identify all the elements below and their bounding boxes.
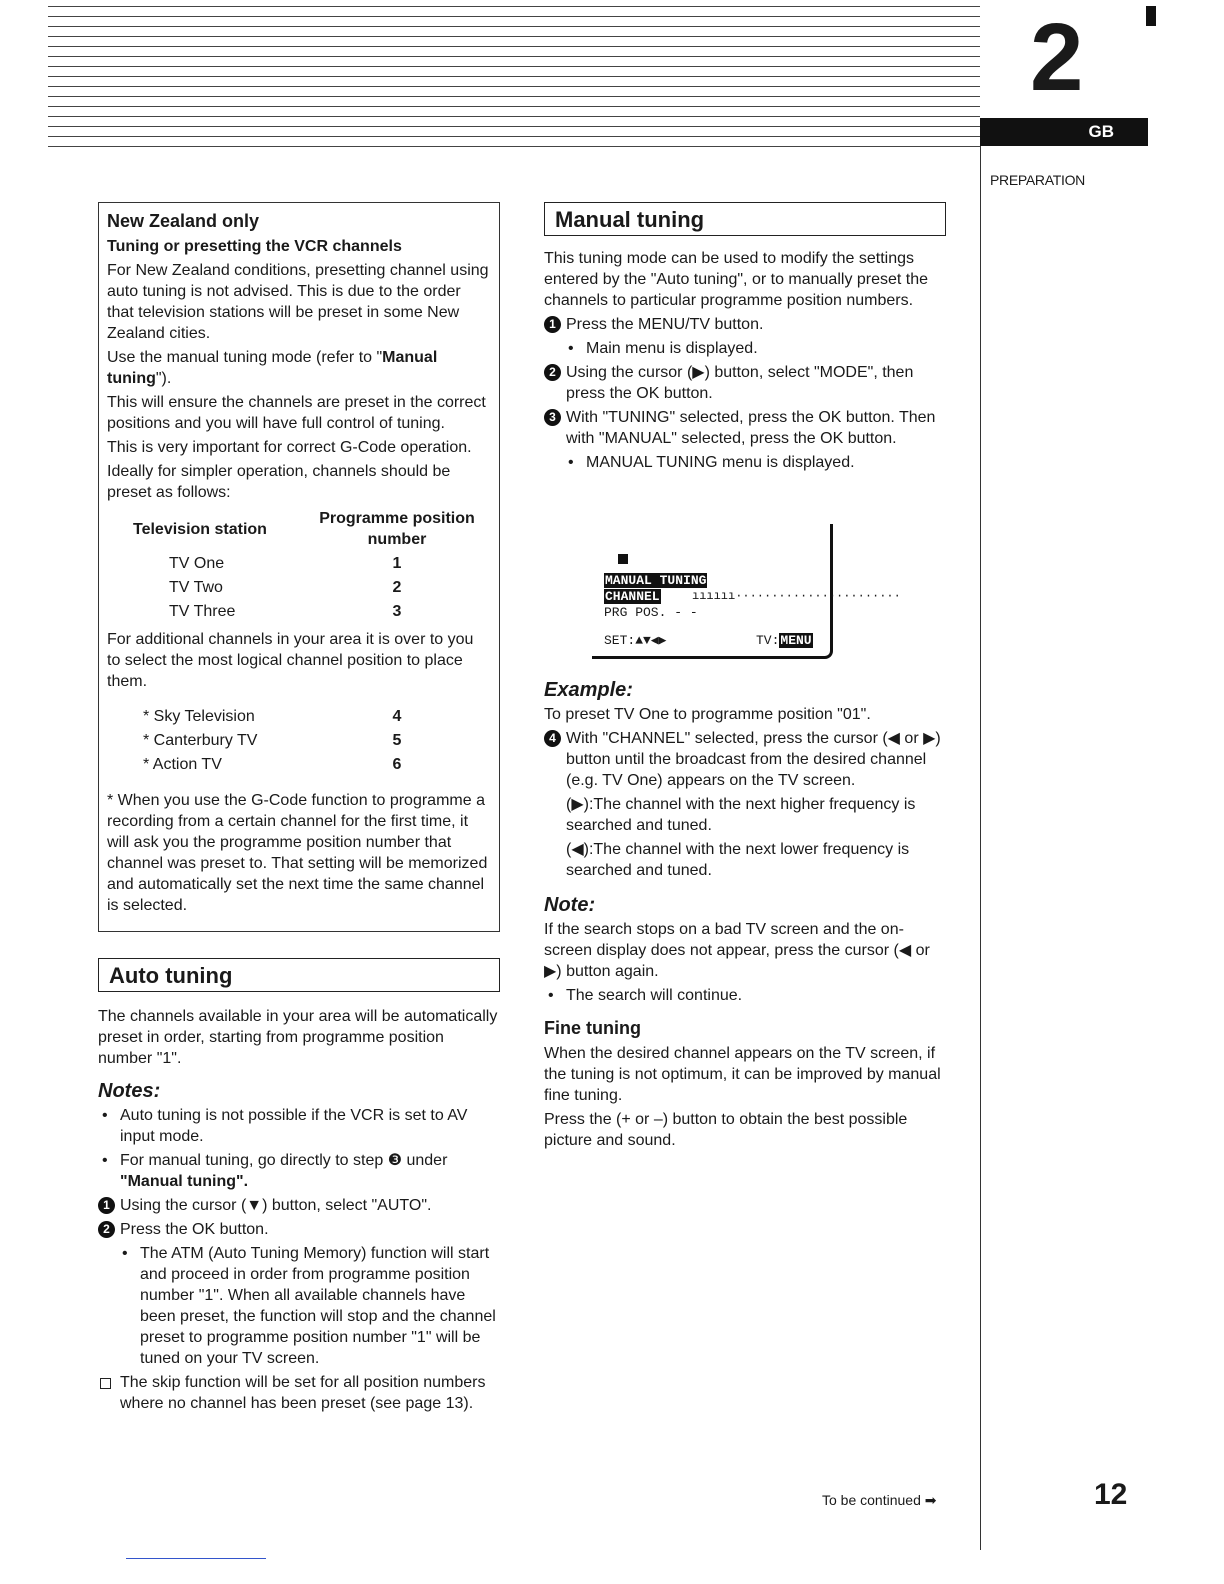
step-number-icon: 1 [98, 1197, 115, 1214]
station-name: TV One [169, 554, 225, 572]
table-header: Programme position number [319, 510, 475, 548]
note-heading: Note: [544, 894, 596, 916]
continued-label: To be continued ➡ [822, 1492, 937, 1508]
osd-set: SET:▲▼◀▶ [604, 633, 667, 648]
note-item: • Auto tuning is not possible if the VCR is set to AV input mode. [98, 1105, 500, 1147]
example-heading: Example: [544, 679, 633, 701]
fine-tuning-text: Press the (+ or –) button to obtain the best possible picture and sound. [544, 1111, 908, 1149]
example-text: To preset TV One to programme position "01". [544, 706, 871, 723]
station-position: 5 [392, 731, 402, 749]
vertical-divider [980, 146, 981, 1550]
language-label: GB [1088, 122, 1114, 141]
page-number: 12 [1094, 1478, 1128, 1511]
osd-prg: PRG POS. - - [604, 605, 698, 620]
step-number-icon: 4 [544, 730, 561, 747]
step-2: 2 Using the cursor (▶) button, select "MODE", then press the OK button. [544, 362, 946, 404]
corner-mark [1146, 6, 1156, 26]
station-position: 2 [392, 578, 402, 596]
manual-tuning-title: Manual tuning [544, 202, 946, 236]
note-item: • For manual tuning, go directly to step ❸ under "Manual tuning". [98, 1150, 500, 1192]
station-name: TV Two [169, 578, 223, 596]
station-position: 3 [392, 602, 402, 620]
note-text: If the search stops on a bad TV screen and the on-screen display does not appear, press the cursor (◀ or ▶) button again. [544, 921, 930, 980]
header-stripes [48, 2, 980, 152]
step-number-icon: 2 [544, 364, 561, 381]
notes-heading: Notes: [98, 1080, 161, 1102]
nz-paragraph: Use the manual tuning mode (refer to "Manual tuning"). [107, 349, 438, 387]
step-4-right: (▶):The channel with the next higher frequency is searched and tuned. [566, 796, 916, 834]
footer-line [126, 1558, 266, 1559]
manual-example-section [544, 680, 946, 1154]
section-label: PREPARATION [990, 172, 1085, 188]
nz-paragraph: For New Zealand conditions, presetting channel using auto tuning is not advised. This is due to the order that television stations will be preset in some New Zealand cities. [107, 262, 489, 342]
manual-tuning-section [544, 202, 946, 476]
fine-tuning-text: When the desired channel appears on the TV screen, if the tuning is not optimum, it can be improved by manual fine tuning. [544, 1045, 941, 1104]
station-position: 1 [392, 554, 402, 572]
station-name: * Canterbury TV [143, 731, 258, 749]
osd-bar: ıııııı······················· [692, 589, 901, 603]
step-1: 1 Using the cursor (▼) button, select "AUTO". [98, 1195, 500, 1216]
auto-tuning-section [98, 958, 500, 1417]
nz-title: New Zealand only [107, 211, 260, 231]
nz-paragraph: Ideally for simpler operation, channels should be preset as follows: [107, 463, 451, 501]
station-position: 6 [392, 755, 402, 773]
nz-paragraph: This is very important for correct G-Code operation. [107, 439, 472, 456]
table-header: Television station [133, 520, 267, 538]
station-name: TV Three [169, 602, 236, 620]
nz-footnote: * When you use the G-Code function to programme a recording from a certain channel for the first time, it will ask you the programme position number that channel was preset to. That setting will be memorized and automatically set the next time the same channel is selected. [107, 792, 488, 914]
manual-intro: This tuning mode can be used to modify the settings entered by the "Auto tuning", or to manually preset the channels to particular programme position numbers. [544, 250, 929, 309]
chapter-number: 2 [1030, 4, 1084, 111]
nz-paragraph: For additional channels in your area it is over to you to select the most logical channel position to place them. [107, 631, 474, 690]
step-number-icon: 1 [544, 316, 561, 333]
osd-tv: TV: [756, 633, 780, 648]
skip-note: The skip function will be set for all position numbers where no channel has been preset (see page 13). [98, 1372, 500, 1414]
step-bullet: • Main menu is displayed. [564, 338, 946, 359]
step-number-icon: 2 [98, 1221, 115, 1238]
step-bullet: • MANUAL TUNING menu is displayed. [564, 452, 946, 473]
step-number-icon: 3 [544, 409, 561, 426]
station-position: 4 [392, 707, 402, 725]
step-2: 2 Press the OK button. [98, 1219, 500, 1240]
auto-intro: The channels available in your area will be automatically preset in order, starting from programme position number "1". [98, 1008, 498, 1067]
step-2-bullet: • The ATM (Auto Tuning Memory) function will start and proceed in order from programme position number "1". When all available channels have been preset, the function will stop and the channel preset to programme position number "1" will be tuned on your TV screen. [118, 1243, 500, 1369]
step-1: 1 Press the MENU/TV button. [544, 314, 946, 335]
osd-screen [592, 524, 901, 659]
auto-tuning-title: Auto tuning [98, 958, 500, 992]
language-bar [980, 118, 1148, 146]
step-3: 3 With "TUNING" selected, press the OK button. Then with "MANUAL" selected, press the OK button. [544, 407, 946, 449]
new-zealand-box [98, 202, 500, 932]
extra-station-table [107, 704, 491, 776]
flag-icon [618, 554, 628, 564]
station-name: * Action TV [143, 755, 222, 773]
station-table [107, 507, 491, 623]
step-4: 4 With "CHANNEL" selected, press the cursor (◀ or ▶) button until the broadcast from the desired channel (e.g. TV One) appears on the TV screen. [544, 728, 946, 791]
step-4-left: (◀):The channel with the next lower frequency is searched and tuned. [566, 841, 910, 879]
osd-menu: MENU [780, 633, 812, 648]
note-bullet: • The search will continue. [544, 985, 946, 1006]
fine-tuning-heading: Fine tuning [544, 1018, 641, 1038]
osd-title: MANUAL TUNING [605, 573, 707, 588]
nz-paragraph: This will ensure the channels are preset in the correct positions and you will have full control of tuning. [107, 394, 486, 432]
nz-subtitle: Tuning or presetting the VCR channels [107, 238, 402, 255]
osd-channel: CHANNEL [605, 589, 660, 604]
station-name: * Sky Television [143, 707, 255, 725]
